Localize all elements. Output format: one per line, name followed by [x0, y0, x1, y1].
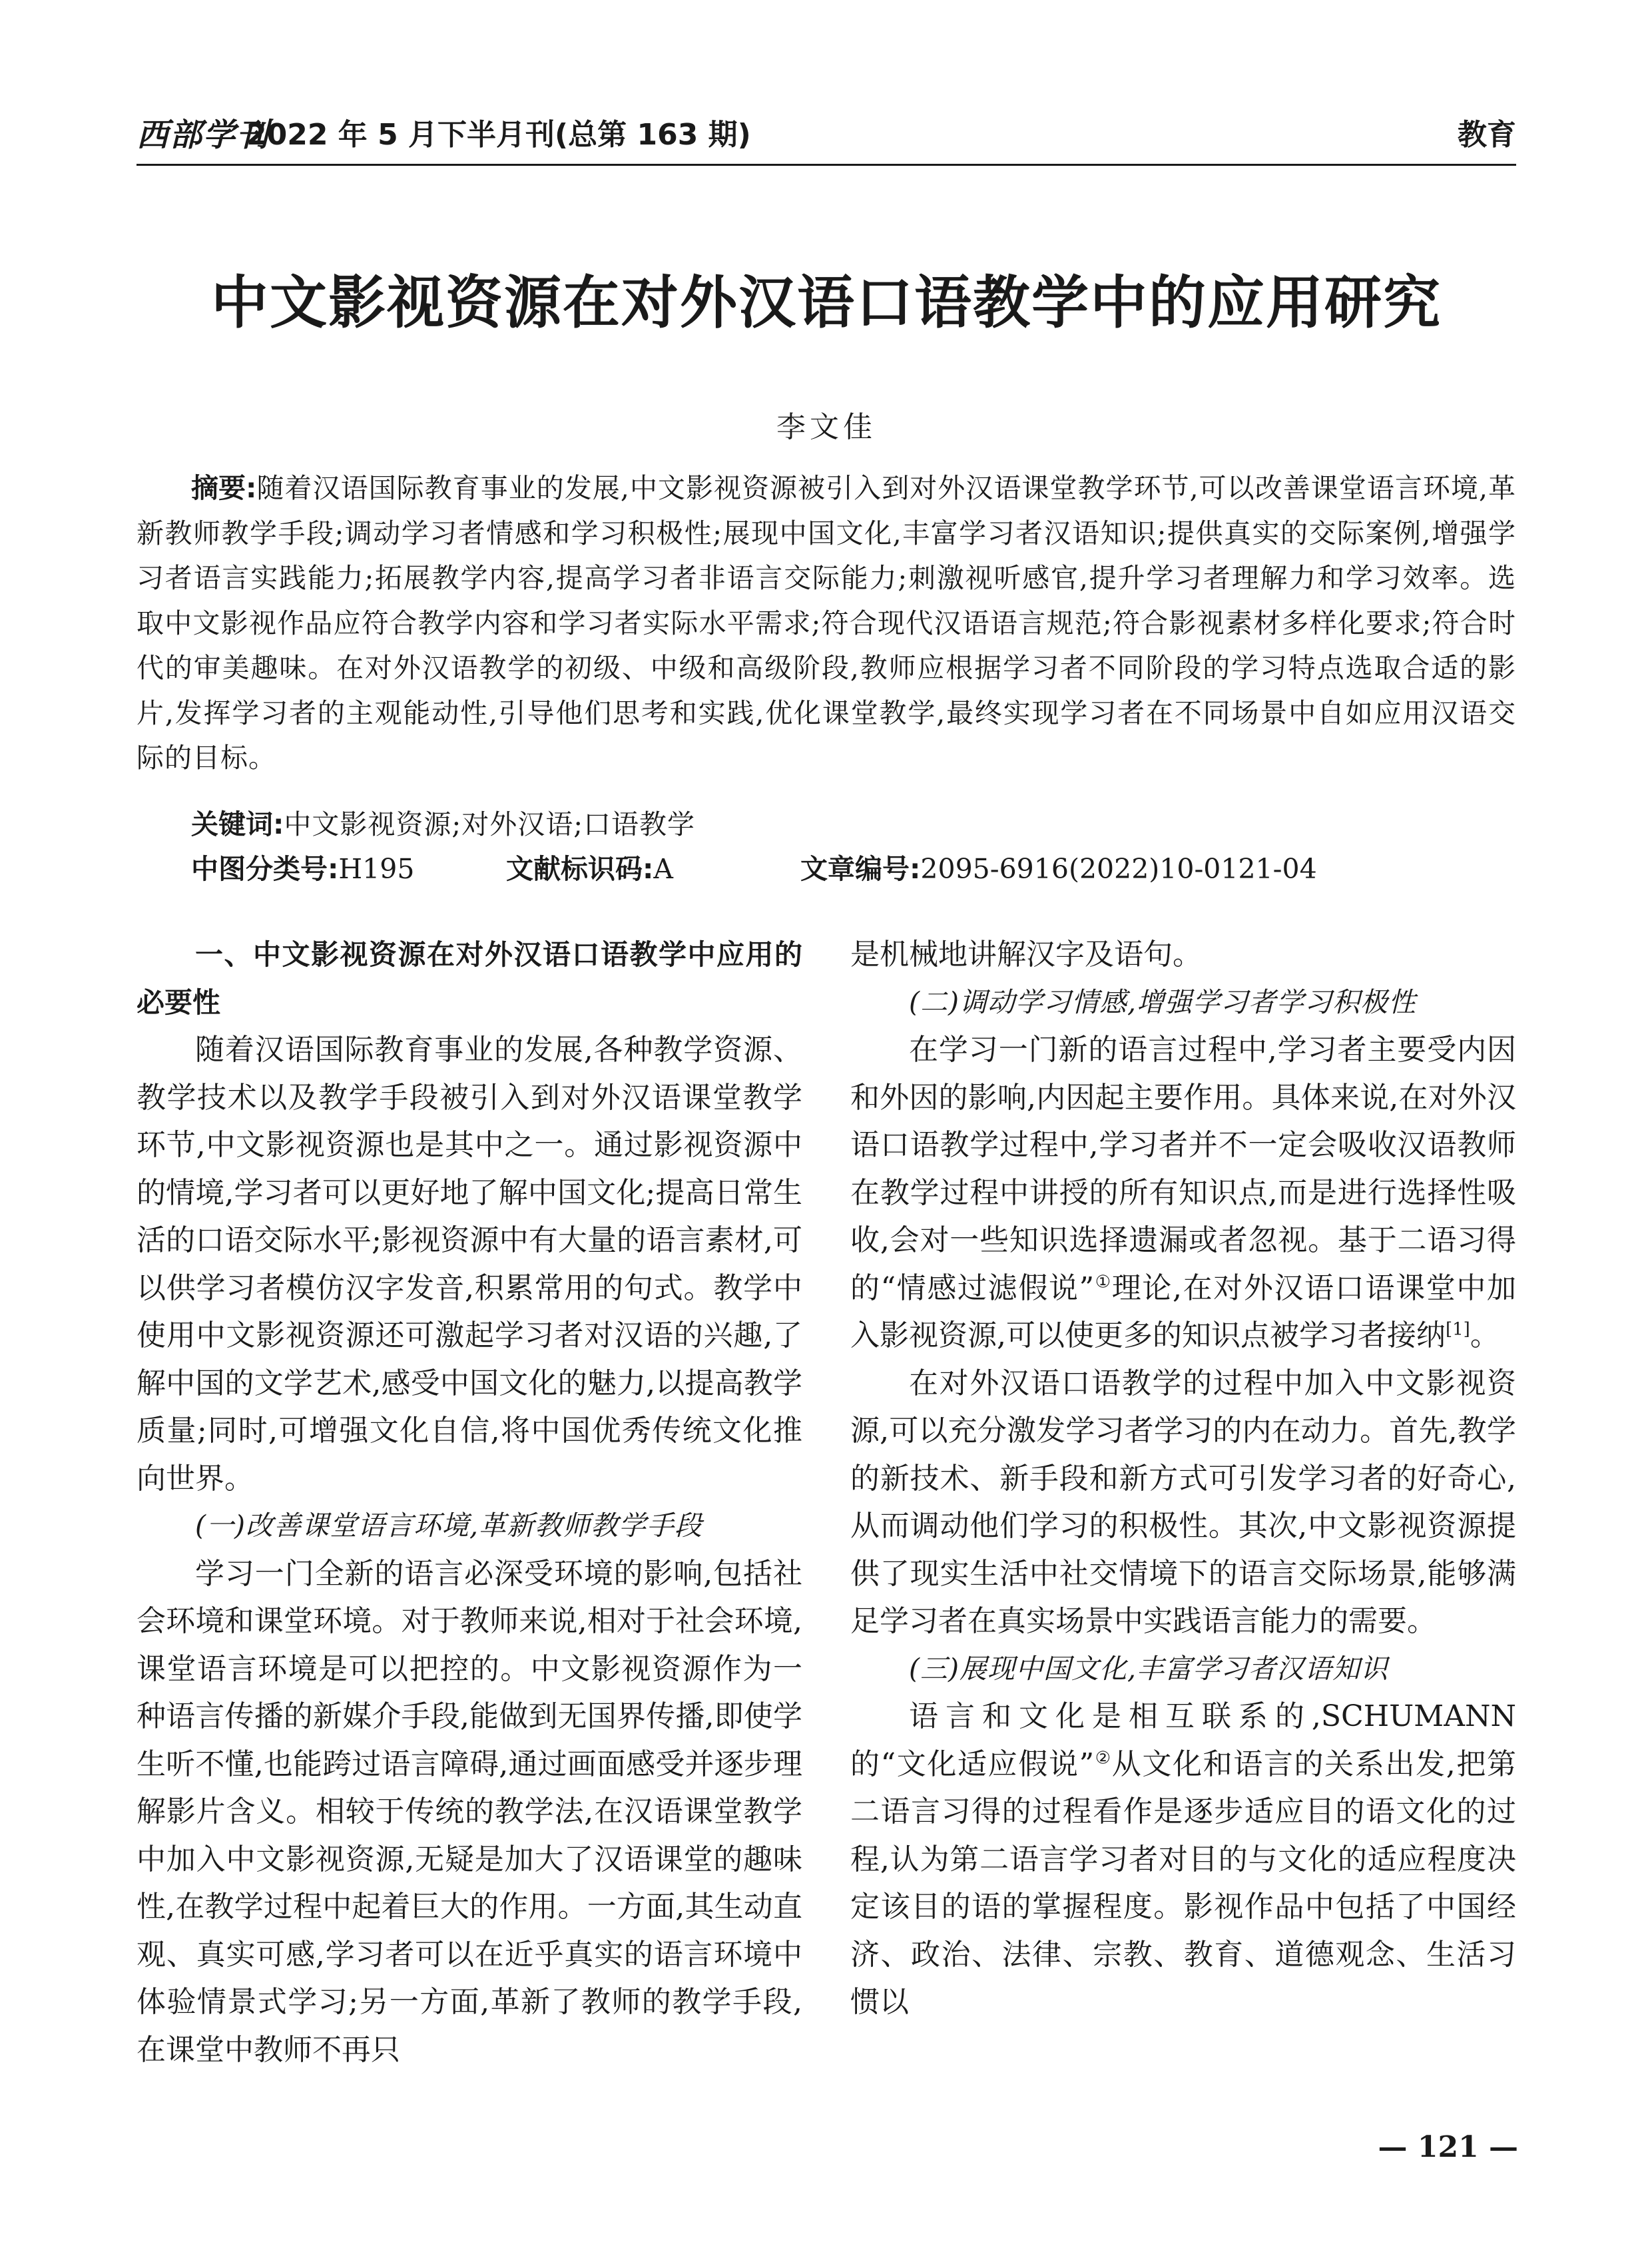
keywords — [137, 802, 1516, 847]
abstract-label: 摘要: — [191, 472, 257, 504]
author: 李文佳 — [776, 410, 876, 444]
paragraph-text: 。 — [1470, 1318, 1500, 1352]
issue-info: 2022 年 5 月下半月刊(总第 163 期) — [246, 118, 751, 152]
paragraph — [850, 1026, 1516, 1360]
paragraph — [850, 1693, 1516, 2026]
article-number-value: 2095-6916(2022)10-0121-04 — [920, 853, 1317, 885]
paragraph-text: 语言和文化是相互联系的,SCHUMANN 的“文化适应假说” — [850, 1699, 1516, 1781]
keywords-text: 中文影视资源;对外汉语;口语教学 — [284, 808, 696, 840]
paragraph: 学习一门全新的语言必深受环境的影响,包括社会环境和课堂环境。对于教师来说,相对于社会环境,课堂语言环境是可以把控的。中文影视资源作为一种语言传播的新媒介手段,能做到无国界传播,即使学生听不懂,也能跨过语言障碍,通过画面感受并逐步理解影片含义。相较于传统的教学法,在汉语课堂教学中加入中文影视资源,无疑是加大了汉语课堂的趣味性,在教学过程中起着巨大的作用。一方面,其生动直观、真实可感,学习者可以在近乎真实的语言环境中体验情景式学习;另一方面,革新了教师的教学手段,在课堂中教师不再只 — [137, 1556, 802, 2067]
running-head — [137, 112, 1516, 158]
clc-code — [191, 847, 414, 892]
abstract — [137, 466, 1516, 781]
journal-name: 西部学刊 — [137, 117, 270, 154]
paragraph: 随着汉语国际教育事业的发展,各种教学资源、教学技术以及教学手段被引入到对外汉语课堂教学环节,中文影视资源也是其中之一。通过影视资源中的情境,学习者可以更好地了解中国文化;提高日常生活的口语交际水平;影视资源中有大量的语言素材,可以供学习者模仿汉字发音,积累常用的句式。教学中使用中文影视资源还可激起学习者对汉语的兴趣,了解中国的文学艺术,感受中国文化的魅力,以提高教学质量;同时,可增强文化自信,将中国优秀传统文化推向世界。 — [137, 1033, 802, 1496]
paragraph-continuation: 是机械地讲解汉字及语句。 — [850, 938, 1202, 972]
paragraph-text: 理论,在对外汉语口语课堂中加入影视资源,可以使更多的知识点被学习者接纳 — [850, 1270, 1516, 1352]
article-number — [800, 847, 1317, 892]
footnote-marker: ② — [1094, 1747, 1112, 1768]
article-title: 中文影视资源在对外汉语口语教学中的应用研究 — [211, 269, 1442, 336]
body-column-left — [137, 931, 802, 2074]
paragraph-text: 在学习一门新的语言过程中,学习者主要受内因和外因的影响,内因起主要作用。具体来说,在对外汉语口语教学过程中,学习者并不一定会吸收汉语教师在教学过程中讲授的所有知识点,而是进行选择性吸收,会对一些知识选择遗漏或者忽视。基于二语习得的“情感过滤假说” — [850, 1033, 1516, 1305]
article-number-label: 文章编号: — [800, 853, 921, 885]
citation-marker: [1] — [1446, 1319, 1470, 1340]
subsection-heading-1: (一)改善课堂语言环境,革新教师教学手段 — [195, 1510, 703, 1541]
clc-value: H195 — [338, 853, 415, 885]
footnote-marker: ① — [1094, 1271, 1112, 1292]
section-heading-1: 一、中文影视资源在对外汉语口语教学中应用的必要性 — [137, 938, 802, 1019]
paragraph-text: 从文化和语言的关系出发,把第二语言习得的过程看作是逐步适应目的语文化的过程,认为第二语言学习者对目的与文化的适应程度决定该目的语的掌握程度。影视作品中包括了中国经济、政治、法律、宗教、教育、道德观念、生活习惯以 — [850, 1747, 1516, 2019]
keywords-label: 关键词: — [191, 808, 284, 840]
body-column-right — [850, 931, 1516, 2026]
page-number: — 121 — — [1378, 2130, 1518, 2164]
document-code — [506, 847, 673, 892]
clc-label: 中图分类号: — [191, 853, 339, 885]
subsection-heading-2: (二)调动学习情感,增强学习者学习积极性 — [909, 985, 1417, 1018]
abstract-text: 随着汉语国际教育事业的发展,中文影视资源被引入到对外汉语课堂教学环节,可以改善课堂语言环境,革新教师教学手段;调动学习者情感和学习积极性;展现中国文化,丰富学习者汉语知识;提供真实的交际案例,增强学习者语言实践能力;拓展教学内容,提高学习者非语言交际能力;刺激视听感官,提升学习者理解力和学习效率。选取中文影视作品应符合教学内容和学习者实际水平需求;符合现代汉语语言规范;符合影视素材多样化要求;符合时代的审美趣味。在对外汉语教学的初级、中级和高级阶段,教师应根据学习者不同阶段的学习特点选取合适的影片,发挥学习者的主观能动性,引导他们思考和实践,优化课堂教学,最终实现学习者在不同场景中自如应用汉语交际的目标。 — [137, 472, 1517, 774]
classification-row — [137, 847, 1516, 892]
section-label: 教育 — [1458, 118, 1516, 152]
paragraph: 在对外汉语口语教学的过程中加入中文影视资源,可以充分激发学习者学习的内在动力。首先,教学的新技术、新手段和新方式可引发学习者的好奇心,从而调动他们学习的积极性。其次,中文影视资源提供了现实生活中社交情境下的语言交际场景,能够满足学习者在真实场景中实践语言能力的需要。 — [850, 1366, 1516, 1638]
document-code-label: 文献标识码: — [506, 853, 654, 885]
subsection-heading-3: (三)展现中国文化,丰富学习者汉语知识 — [909, 1652, 1389, 1685]
document-code-value: A — [653, 853, 674, 885]
header-rule — [137, 164, 1516, 166]
